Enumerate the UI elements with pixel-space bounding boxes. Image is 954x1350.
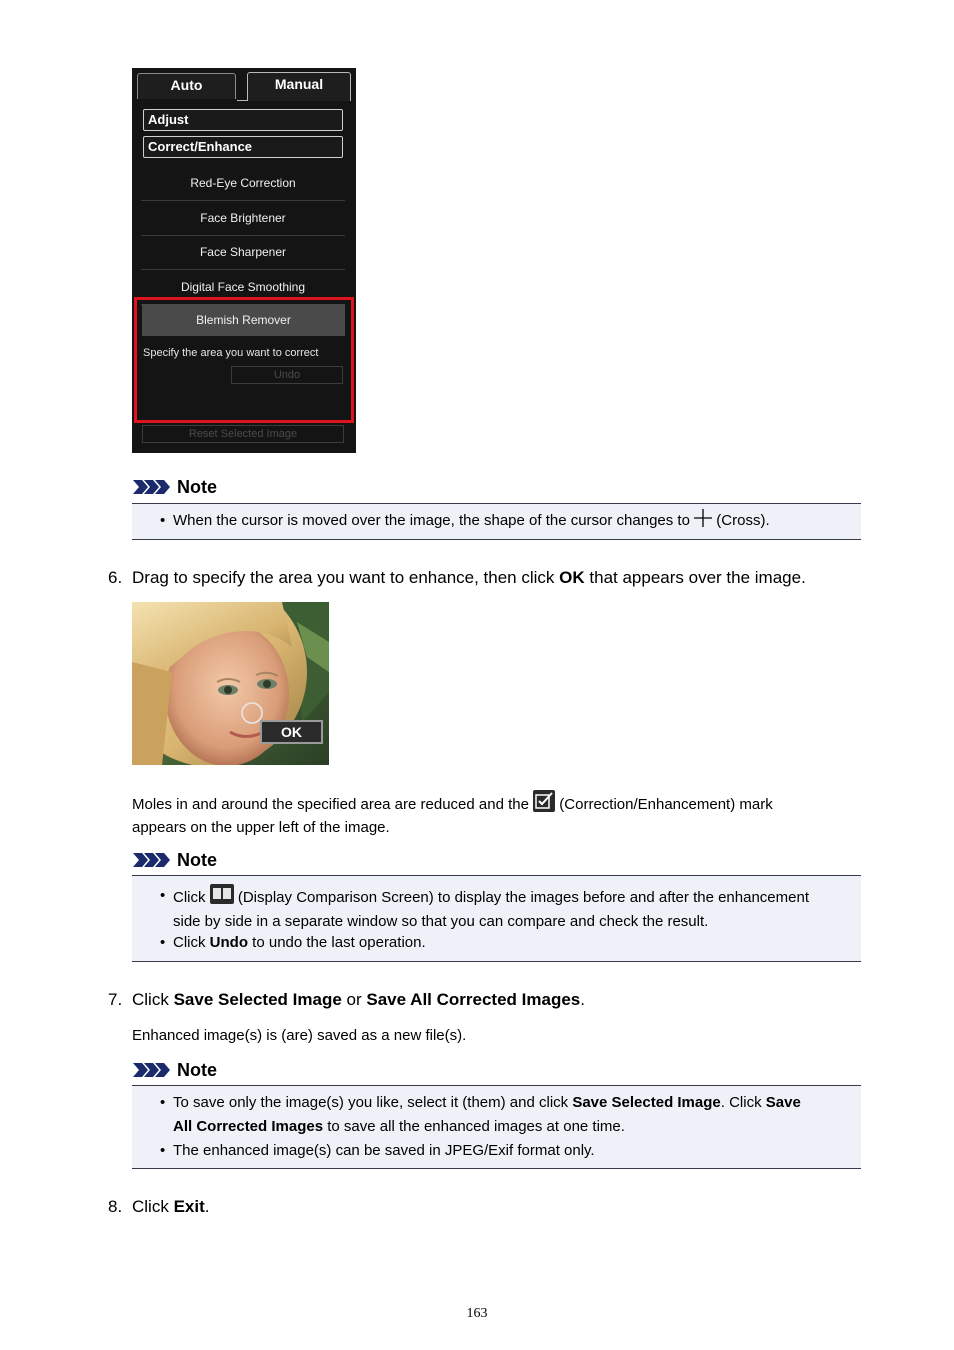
bullet: • bbox=[160, 934, 166, 951]
note-label: Note bbox=[177, 1059, 217, 1080]
note-chevrons-icon bbox=[133, 1062, 171, 1078]
highlight-box bbox=[134, 297, 354, 423]
note-text: When the cursor is moved over the image, the shape of the cursor changes to bbox=[173, 512, 690, 529]
step7-paragraph: Enhanced image(s) is (are) saved as a new file(s). bbox=[132, 1027, 467, 1044]
bullet: • bbox=[160, 887, 166, 904]
note-text: (Cross). bbox=[716, 512, 770, 529]
display-comparison-screen-icon bbox=[210, 884, 234, 904]
reset-selected-image-button[interactable]: Reset Selected Image bbox=[142, 425, 344, 443]
note-item: Click Undo to undo the last operation. bbox=[173, 934, 426, 951]
step-number: 7. bbox=[108, 990, 123, 1009]
step6-paragraph: Moles in and around the specified area are reduced and the (Correction/Enhancement) mark appears on the upper left of the image. bbox=[132, 790, 832, 839]
bullet: • bbox=[160, 1142, 166, 1159]
step-text: Drag to specify the area you want to enhance, then click OK that appears over the image. bbox=[132, 568, 806, 587]
note-chevrons-icon bbox=[133, 479, 171, 495]
tab-auto[interactable]: Auto bbox=[137, 73, 236, 99]
step-number: 8. bbox=[108, 1197, 123, 1216]
undo-button[interactable]: Undo bbox=[231, 366, 343, 384]
face-brightener-button[interactable]: Face Brightener bbox=[141, 201, 345, 236]
note-label: Note bbox=[177, 476, 217, 497]
bullet: • bbox=[160, 512, 166, 529]
note-item: The enhanced image(s) can be saved in JPEG/Exif format only. bbox=[173, 1142, 595, 1159]
hint-text: Specify the area you want to correct bbox=[143, 347, 319, 359]
step-text: Click Exit. bbox=[132, 1197, 210, 1216]
digital-face-smoothing-button[interactable]: Digital Face Smoothing bbox=[141, 270, 345, 305]
note-chevrons-icon bbox=[133, 852, 171, 868]
note-item: Click (Display Comparison Screen) to display the images before and after the enhancement side by side in a separate window so that you can compare and check the result. bbox=[173, 884, 841, 934]
bullet: • bbox=[160, 1094, 166, 1111]
note-heading bbox=[133, 1059, 217, 1081]
tab-manual[interactable]: Manual bbox=[247, 72, 351, 101]
adjust-button[interactable]: Adjust bbox=[143, 109, 343, 131]
girl-photo bbox=[132, 602, 329, 765]
note-label: Note bbox=[177, 849, 217, 870]
red-eye-correction-button[interactable]: Red-Eye Correction bbox=[141, 166, 345, 201]
correction-enhancement-mark-icon bbox=[533, 790, 555, 812]
page-number: 163 bbox=[466, 1306, 488, 1321]
note-item bbox=[173, 509, 841, 533]
blemish-remover-button[interactable]: Blemish Remover bbox=[142, 304, 345, 336]
step-text: Click Save Selected Image or Save All Corrected Images. bbox=[132, 990, 585, 1009]
note-box bbox=[132, 1085, 861, 1169]
step-number: 6. bbox=[108, 568, 123, 587]
note-heading bbox=[133, 476, 217, 498]
note-box bbox=[132, 875, 861, 962]
face-sharpener-button[interactable]: Face Sharpener bbox=[141, 235, 345, 270]
note-heading bbox=[133, 849, 217, 871]
ok-button[interactable]: OK bbox=[260, 720, 323, 744]
cross-cursor-icon bbox=[694, 509, 712, 527]
note-box bbox=[132, 503, 861, 540]
tab-divider bbox=[237, 100, 247, 101]
correct-enhance-button[interactable]: Correct/Enhance bbox=[143, 136, 343, 158]
note-item: To save only the image(s) you like, select it (them) and click Save Selected Image. Click Save All Corrected Images to save all the enhanced images at one time. bbox=[173, 1094, 801, 1135]
manual-correction-panel bbox=[132, 68, 356, 453]
